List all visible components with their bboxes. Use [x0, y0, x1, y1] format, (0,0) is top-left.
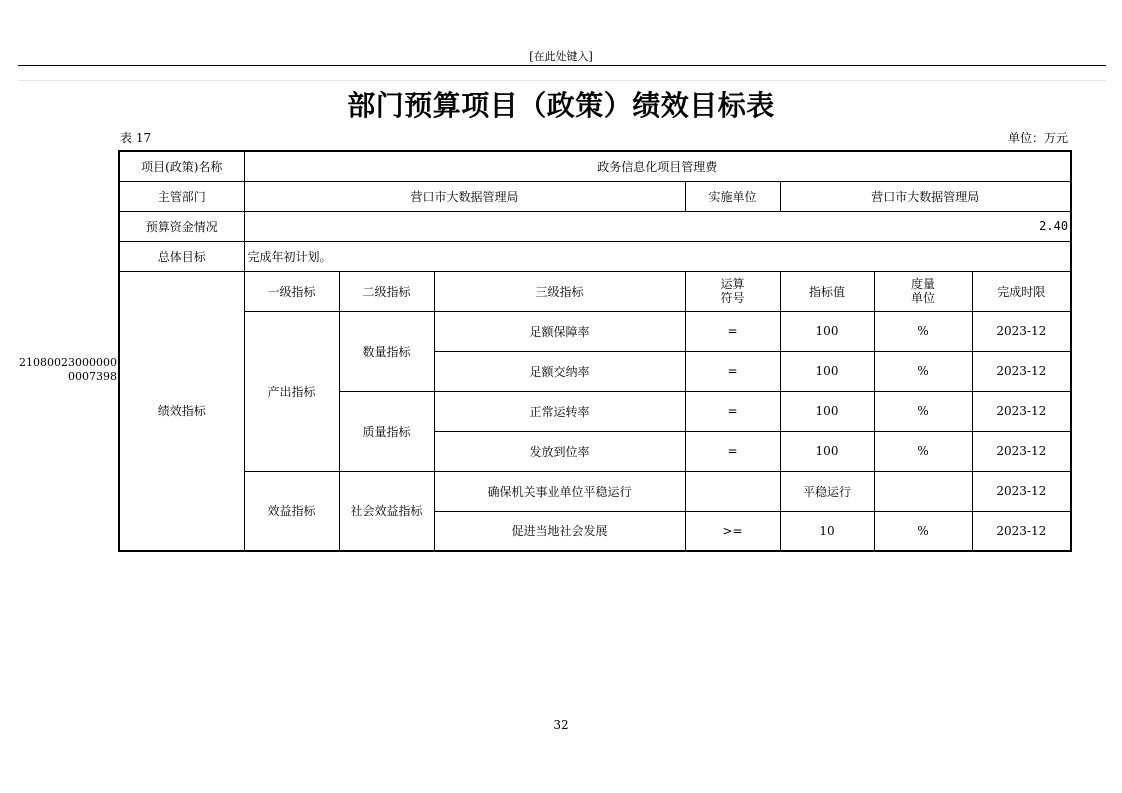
page-number: 32: [553, 718, 569, 732]
group-output: 产出指标: [244, 311, 339, 471]
col-unit: 度量 单位: [874, 271, 972, 311]
table-number: 表 17: [120, 131, 152, 145]
indicator-deadline: 2023-12: [972, 471, 1071, 511]
indicator-op: [685, 471, 780, 511]
indicator-name: 发放到位率: [434, 431, 685, 471]
col-level1: 一级指标: [244, 271, 339, 311]
indicator-name: 正常运转率: [434, 391, 685, 431]
col-level3: 三级指标: [434, 271, 685, 311]
group-quality: 质量指标: [339, 391, 434, 471]
indicator-op: =: [685, 391, 780, 431]
indicator-unit: %: [874, 391, 972, 431]
col-value: 指标值: [780, 271, 874, 311]
header-subrule: [18, 80, 1106, 81]
table-row: [119, 211, 1071, 241]
indicator-unit: %: [874, 431, 972, 471]
indicator-value: 平稳运行: [780, 471, 874, 511]
perf-label: 绩效指标: [119, 271, 244, 551]
indicator-name: 确保机关事业单位平稳运行: [434, 471, 685, 511]
indicator-op: >=: [685, 511, 780, 551]
indicator-value: 100: [780, 391, 874, 431]
indicator-value: 100: [780, 431, 874, 471]
indicator-unit: %: [874, 351, 972, 391]
indicator-deadline: 2023-12: [972, 511, 1071, 551]
page-title: 部门预算项目（政策）绩效目标表: [347, 89, 775, 122]
table-row: [119, 181, 1071, 211]
indicator-deadline: 2023-12: [972, 351, 1071, 391]
impl-value: 营口市大数据管理局: [780, 181, 1071, 211]
table-row: [119, 241, 1071, 271]
goal-value: 完成年初计划。: [244, 241, 1071, 271]
indicator-value: 10: [780, 511, 874, 551]
goal-label: 总体目标: [119, 241, 244, 271]
side-code: 210800230000000007398: [19, 356, 117, 383]
indicator-op: =: [685, 351, 780, 391]
dept-label: 主管部门: [119, 181, 244, 211]
unit-label: 单位：万元: [1007, 131, 1068, 145]
table-row: [119, 311, 1071, 351]
indicator-unit: %: [874, 511, 972, 551]
group-quantity: 数量指标: [339, 311, 434, 391]
project-name-value: 政务信息化项目管理费: [244, 151, 1071, 181]
indicator-value: 100: [780, 351, 874, 391]
indicator-name: 促进当地社会发展: [434, 511, 685, 551]
col-level2: 二级指标: [339, 271, 434, 311]
group-benefit: 效益指标: [244, 471, 339, 551]
performance-table: [118, 150, 1072, 552]
table-row: [119, 151, 1071, 181]
col-deadline: 完成时限: [972, 271, 1071, 311]
table-row: [119, 271, 1071, 311]
indicator-op: =: [685, 311, 780, 351]
group-social: 社会效益指标: [339, 471, 434, 551]
header-rule: [18, 65, 1106, 66]
indicator-deadline: 2023-12: [972, 431, 1071, 471]
project-name-label: 项目(政策)名称: [119, 151, 244, 181]
budget-label: 预算资金情况: [119, 211, 244, 241]
impl-label: 实施单位: [685, 181, 780, 211]
indicator-unit: [874, 471, 972, 511]
indicator-deadline: 2023-12: [972, 311, 1071, 351]
indicator-name: 足额交纳率: [434, 351, 685, 391]
budget-value: 2.40: [244, 211, 1071, 241]
indicator-value: 100: [780, 311, 874, 351]
col-operator: 运算 符号: [685, 271, 780, 311]
header-placeholder: [在此处键入]: [529, 50, 593, 63]
indicator-unit: %: [874, 311, 972, 351]
table-row: [119, 471, 1071, 511]
indicator-op: =: [685, 431, 780, 471]
indicator-name: 足额保障率: [434, 311, 685, 351]
dept-value: 营口市大数据管理局: [244, 181, 685, 211]
indicator-deadline: 2023-12: [972, 391, 1071, 431]
